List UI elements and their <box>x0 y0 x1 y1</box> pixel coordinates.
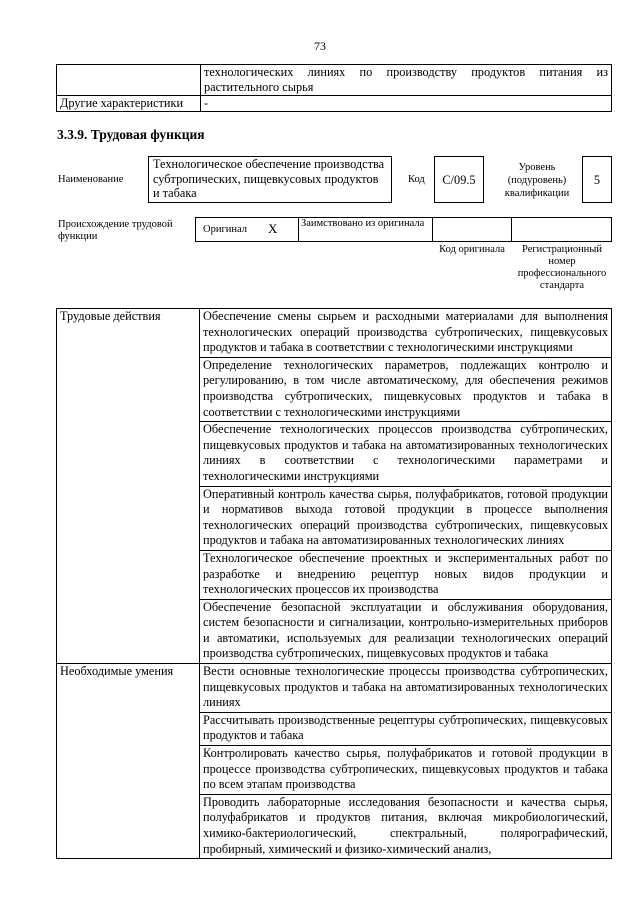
list-item: Определение технологических параметров, подлежащих контролю и регулированию, в том числе автоматическому, для обеспечения режимов производства субтропических, пищевкусовых продуктов и табака в соответствии с технологическими инструкциями <box>200 357 612 421</box>
qualification-level-value: 5 <box>582 156 612 203</box>
original-code-caption: Код оригинала <box>439 244 505 255</box>
reg-number-cell <box>512 218 611 241</box>
list-item: Контролировать качество сырья, полуфабрикатов и готовой продукции в процессе производства субтропических, пищевкусовых продуктов и табака по всем этапам производства <box>200 746 612 795</box>
function-name: Технологическое обеспечение производства субтропических, пищевкусовых продуктов и табака <box>148 156 392 203</box>
original-cell <box>196 218 299 241</box>
list-item: Оперативный контроль качества сырья, полуфабрикатов, готовой продукции и нормативов выхода готовой продукции в процессе выполнения технологических операций производства субтропических, пищевкусовых продуктов и табака на автоматизированных технологических линиях <box>200 486 612 550</box>
table-row <box>57 309 612 358</box>
reg-number-caption: Регистрационный номер профессионального стандарта <box>517 244 607 291</box>
table-row <box>57 65 612 96</box>
code-label: Код <box>408 174 425 185</box>
empty-cell <box>57 65 201 96</box>
page-number: 73 <box>314 39 326 53</box>
list-item: Вести основные технологические процессы производства субтропических, пищевкусовых продуктов и табака на автоматизированных технологических линиях <box>200 664 612 713</box>
other-characteristics-value: - <box>201 96 612 112</box>
labor-actions-title: Трудовые действия <box>57 309 200 664</box>
original-mark: X <box>268 221 278 236</box>
list-item: Рассчитывать производственные рецептуры субтропических, пищевкусовых продуктов и табака <box>200 712 612 745</box>
list-item: Обеспечение безопасной эксплуатации и обслуживания оборудования, систем безопасности и сигнализации, контрольно-измерительных приборов и автоматики, используемых для реализации технологических операций производства субтропических, пищевкусовых продуктов и табака <box>200 599 612 663</box>
other-characteristics-label: Другие характеристики <box>57 96 201 112</box>
list-item: Обеспечение смены сырьем и расходными материалами для выполнения технологических операций производства субтропических, пищевкусовых продуктов и табака в соответствии с технологическими инструкциями <box>200 309 612 358</box>
borrowed-label: Заимствовано из оригинала <box>301 218 425 229</box>
list-item: Проводить лабораторные исследования безопасности и качества сырья, полуфабрикатов и продуктов питания, включая микробиологический, химико-бактериологический, спектральный, полярографический, пробирный, химический и физико-химический анализ, <box>200 794 612 858</box>
original-code-cell <box>433 218 512 241</box>
name-label: Наименование <box>58 174 124 185</box>
list-item: Технологическое обеспечение проектных и экспериментальных работ по разработке и внедрению рецептур новых видов продукции и технологических процессов их производства <box>200 550 612 599</box>
original-label: Оригинал <box>203 224 247 235</box>
table-row <box>57 664 612 713</box>
previous-function-table <box>56 64 612 112</box>
origin-label: Происхождение трудовой функции <box>58 219 173 242</box>
section-title: 3.3.9. Трудовая функция <box>57 127 205 142</box>
qualification-level-label: Уровень (подуровень) квалификации <box>504 162 570 199</box>
borrowed-cell <box>299 218 433 241</box>
list-item: Обеспечение технологических процессов производства субтропических, пищевкусовых продуктов и табака на автоматизированных технологических линиях в соответствии с технологическими параметрами и технологическими инструкциями <box>200 422 612 486</box>
labor-function-table <box>56 308 612 859</box>
origin-table <box>195 217 612 242</box>
table-cell: технологических линиях по производству продуктов питания из растительного сырья <box>201 65 612 96</box>
function-code: C/09.5 <box>434 156 484 203</box>
table-row <box>57 96 612 112</box>
required-skills-title: Необходимые умения <box>57 664 200 859</box>
